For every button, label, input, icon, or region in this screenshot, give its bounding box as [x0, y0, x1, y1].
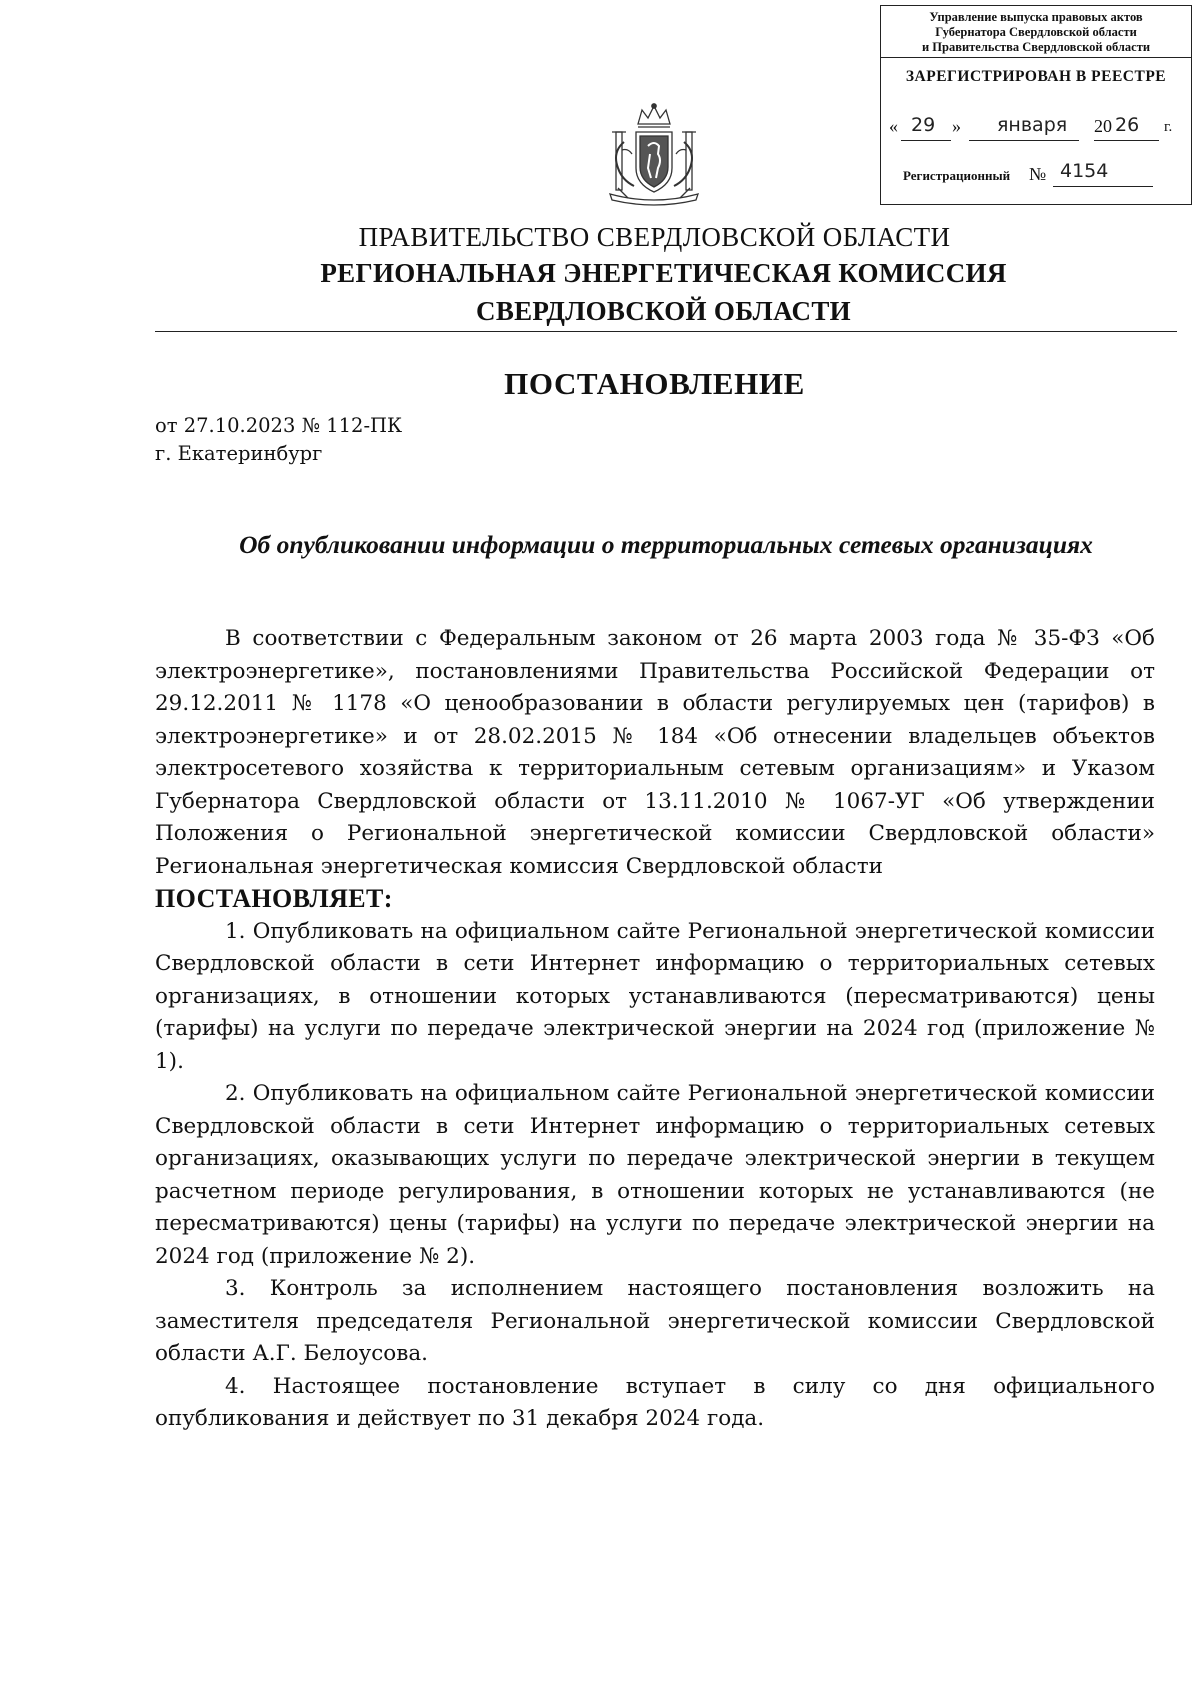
commission-heading: РЕГИОНАЛЬНАЯ ЭНЕРГЕТИЧЕСКАЯ КОМИССИЯ [320, 258, 1007, 288]
stamp-no-sign: № [1029, 164, 1047, 184]
clause-3: 3. Контроль за исполнением настоящего постановления возложить на заместителя председателя Региональной энергетической комиссии Свердловской области А.Г. Белоусова. [155, 1276, 1155, 1366]
stamp-registered-title: ЗАРЕГИСТРИРОВАН В РЕЕСТРЕ [905, 68, 1167, 85]
stamp-date [889, 116, 1183, 140]
stamp-reg-label: Регистрационный [903, 168, 1011, 183]
government-heading: ПРАВИТЕЛЬСТВО СВЕРДЛОВСКОЙ ОБЛАСТИ [358, 222, 951, 252]
coat-of-arms-emblem [598, 102, 710, 210]
resolves-heading: ПОСТАНОВЛЯЕТ: [155, 884, 393, 913]
registration-stamp [880, 5, 1192, 205]
stamp-year-mark: г. [1164, 119, 1173, 135]
stamp-day: 29 [911, 114, 936, 136]
stamp-office-line: Управление выпуска правовых актов [929, 10, 1143, 24]
document-subject: Об опубликовании информации о территориальных сетевых организациях [239, 530, 1093, 559]
document-city: г. Екатеринбург [155, 442, 323, 465]
stamp-reg-number: 4154 [1060, 160, 1109, 182]
stamp-quote-open: « [889, 116, 898, 136]
stamp-office [881, 6, 1191, 58]
stamp-office-line: и Правительства Свердловской области [921, 40, 1151, 54]
stamp-year-suffix: 26 [1115, 114, 1140, 136]
clause-4: 4. Настоящее постановление вступает в силу со дня официального опубликования и действует по 31 декабря 2024 года. [155, 1373, 1155, 1431]
document-type-title: ПОСТАНОВЛЕНИЕ [504, 366, 805, 401]
clause-1: 1. Опубликовать на официальном сайте Региональной энергетической комиссии Свердловской области в сети Интернет информацию о территориальных сетевых организациях, в отношении которых устанавливаются (пересматриваются) цены (тарифы) на услуги по передаче электрической энергии на 2024 год (приложение № 1). [155, 918, 1155, 1074]
clause-2: 2. Опубликовать на официальном сайте Региональной энергетической комиссии Свердловской области в сети Интернет информацию о территориальных сетевых организациях, оказывающих услуги по передаче электрической энергии в текущем расчетном периоде регулирования, в отношении которых не устанавливаются (не пересматриваются) цены (тарифы) на услуги по передаче электрической энергии на 2024 год (приложение № 2). [155, 1081, 1155, 1269]
preamble-paragraph: В соответствии с Федеральным законом от 26 марта 2003 года № 35-ФЗ «Об электроэнергетике», постановлениями Правительства Российской Федерации от 29.12.2011 № 1178 «О ценообразовании в области регулируемых цен (тарифов) в электроэнергетике» и от 28.02.2015 № 184 «Об отнесении владельцев объектов электросетевого хозяйства к территориальным сетевым организациям» и Указом Губернатора Свердловской области от 13.11.2010 № 1067-УГ «Об утверждении Положения о Региональной энергетической комиссии Свердловской области» Региональная энергетическая комиссия Свердловской области [155, 626, 1155, 879]
document-body [155, 623, 1155, 1436]
region-heading: СВЕРДЛОВСКОЙ ОБЛАСТИ [476, 296, 851, 326]
header-divider [155, 331, 1177, 332]
stamp-number [903, 160, 1181, 187]
stamp-quote-close: » [952, 116, 961, 136]
document-date-number: от 27.10.2023 № 112-ПК [155, 414, 403, 437]
stamp-year-prefix: 20 [1094, 116, 1112, 136]
stamp-office-line: Губернатора Свердловской области [935, 25, 1137, 39]
stamp-month: января [997, 114, 1068, 136]
